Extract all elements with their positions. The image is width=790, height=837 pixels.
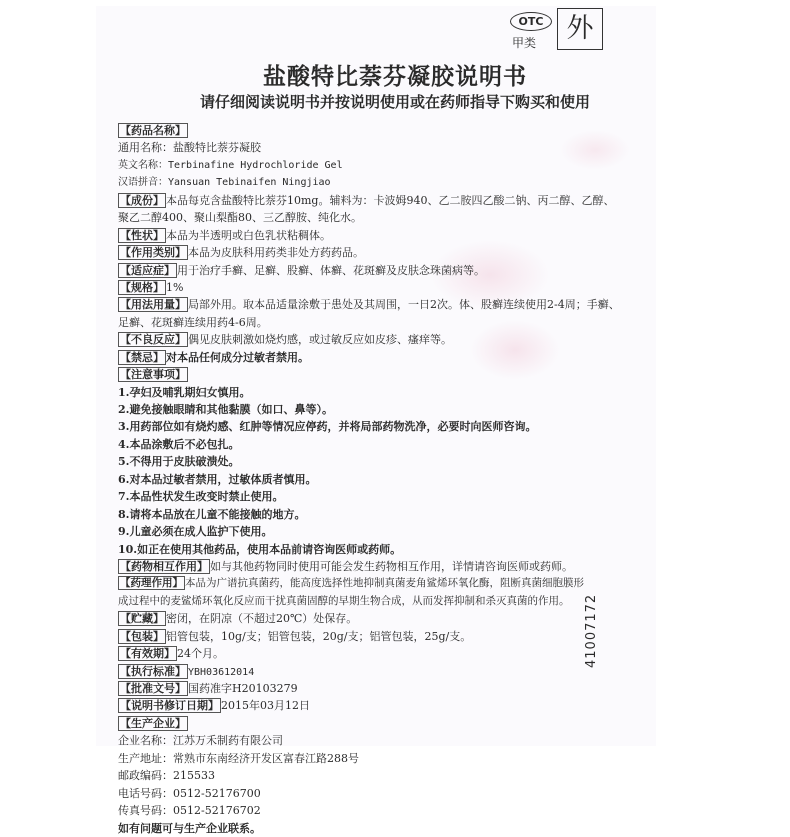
- fax-number: 传真号码：0512-52176702: [118, 804, 261, 818]
- precaution-item: 8.请将本品放在儿童不能接触的地方。: [118, 507, 306, 521]
- interactions-text: 如与其他药物同时使用可能会发生药物相互作用，详情请咨询医师或药师。: [210, 559, 573, 573]
- external-use-badge: 外: [557, 8, 603, 50]
- page-subtitle: 请仔细阅读说明书并按说明使用或在药师指导下购买和使用: [199, 93, 590, 111]
- contra-text: 对本品任何成分过敏者禁用。: [166, 350, 309, 364]
- page-title: 盐酸特比萘芬凝胶说明书: [263, 64, 527, 90]
- leaflet-content: [118, 122, 638, 837]
- precaution-item: 1.孕妇及哺乳期妇女慎用。: [118, 385, 251, 399]
- precaution-item: 2.避免接触眼睛和其他黏膜（如口、鼻等）。: [118, 403, 333, 416]
- standard-text: YBH03612014: [188, 666, 255, 678]
- company-name: 企业名称：江苏万禾制药有限公司: [118, 734, 283, 748]
- section-label-storage: 【贮藏】: [120, 612, 164, 626]
- precaution-item: 10.如正在使用其他药品，使用本品前请咨询医师或药师。: [118, 542, 402, 556]
- postcode: 邮政编码：215533: [118, 769, 215, 783]
- pharmacology-text-cont: 成过程中的麦鲨烯环氧化反应而干扰真菌固醇的早期生物合成，从而发挥抑制和杀灭真菌的作用。: [118, 594, 570, 607]
- section-label-adverse: 【不良反应】: [120, 333, 186, 347]
- section-label-spec: 【规格】: [120, 280, 164, 294]
- category-text: 本品为皮肤科用药类非处方药药品。: [188, 246, 364, 260]
- properties-text: 本品为半透明或白色乳状粘稠体。: [166, 228, 331, 242]
- section-label-drug-name: 【药品名称】: [120, 124, 186, 137]
- validity-text: 24个月。: [177, 647, 224, 661]
- side-print-code: 41007172: [584, 593, 599, 668]
- precaution-item: 6.对本品过敏者禁用，过敏体质者慎用。: [118, 472, 317, 486]
- english-name: 英文名称：Terbinafine Hydrochloride Gel: [118, 159, 343, 171]
- section-label-contra: 【禁忌】: [120, 350, 164, 364]
- precaution-item: 9.儿童必须在成人监护下使用。: [118, 525, 273, 539]
- section-label-category: 【作用类别】: [120, 246, 186, 260]
- precaution-item: 3.用药部位如有烧灼感、红肿等情况应停药，并将局部药物洗净，必要时向医师咨询。: [118, 420, 537, 434]
- indications-text: 用于治疗手癣、足癣、股癣、体癣、花斑癣及皮肤念珠菌病等。: [177, 263, 485, 277]
- section-label-precautions: 【注意事项】: [120, 368, 186, 382]
- package-text: 铝管包装，10g/支；铝管包装，20g/支；铝管包装，25g/支。: [166, 629, 472, 643]
- section-label-revision: 【说明书修订日期】: [120, 699, 219, 713]
- usage-text: 局部外用。取本品适量涂敷于患处及其周围，一日2次。体、股癣连续使用2-4周；手癣、: [188, 298, 620, 312]
- pinyin-name: 汉语拼音：Yansuan Tebinaifen Ningjiao: [118, 177, 331, 189]
- section-label-approval: 【批准文号】: [120, 682, 186, 695]
- precaution-item: 5.不得用于皮肤破溃处。: [118, 455, 240, 469]
- precaution-item: 4.本品涂敷后不必包扎。: [118, 437, 240, 451]
- section-label-validity: 【有效期】: [120, 647, 175, 661]
- section-label-indications: 【适应症】: [120, 263, 175, 277]
- phone-number: 电话号码：0512-52176700: [118, 786, 261, 800]
- pharmacology-text: 本品为广谱抗真菌药，能高度选择性地抑制真菌麦角鲨烯环氧化酶，阻断真菌细胞膜形: [185, 577, 584, 590]
- section-label-standard: 【执行标准】: [120, 664, 186, 678]
- otc-class-label: 甲类: [512, 36, 537, 50]
- section-label-manufacturer: 【生产企业】: [120, 716, 186, 730]
- company-address: 生产地址：常熟市东南经济开发区富春江路288号: [118, 751, 359, 765]
- revision-text: 2015年03月12日: [221, 699, 310, 713]
- precaution-item: 7.本品性状发生改变时禁止使用。: [118, 490, 284, 504]
- section-label-package: 【包装】: [120, 629, 164, 643]
- composition-text-cont: 聚乙二醇400、聚山梨酯80、三乙醇胺、纯化水。: [118, 211, 362, 225]
- contact-note: 如有问题可与生产企业联系。: [118, 821, 261, 835]
- section-label-properties: 【性状】: [120, 228, 164, 242]
- usage-text-cont: 足癣、花斑癣连续用药4-6周。: [118, 315, 268, 329]
- section-label-composition: 【成份】: [120, 193, 164, 207]
- spec-text: 1%: [166, 280, 184, 294]
- otc-badge: OTC: [510, 12, 552, 31]
- composition-text: 本品每克含盐酸特比萘芬10mg。辅料为：卡波姆940、乙二胺四乙酸二钠、丙二醇、乙醇、: [166, 193, 615, 207]
- section-label-usage: 【用法用量】: [120, 298, 186, 312]
- storage-text: 密闭，在阴凉（不超过20℃）处保存。: [166, 612, 358, 626]
- section-label-interactions: 【药物相互作用】: [120, 559, 208, 573]
- approval-text: 国药准字H20103279: [188, 682, 298, 695]
- adverse-text: 偶见皮肤刺激如烧灼感，或过敏反应如皮疹、瘙痒等。: [188, 333, 452, 347]
- section-label-pharmacology: 【药理作用】: [120, 577, 183, 590]
- generic-name: 通用名称：盐酸特比萘芬凝胶: [118, 141, 261, 155]
